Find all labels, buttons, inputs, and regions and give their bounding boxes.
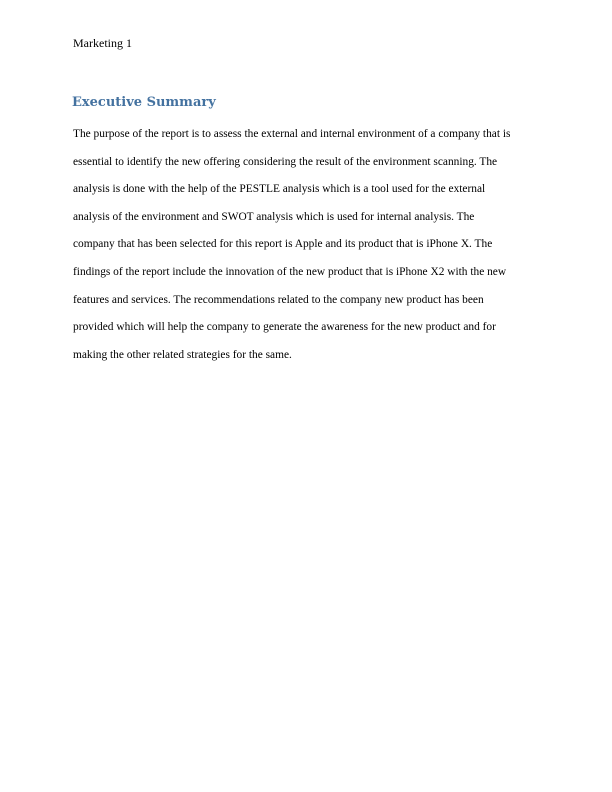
paragraph-line: findings of the report include the innovation of the new product that is iPhone X2 with the new (73, 265, 507, 278)
paragraph-line: making the other related strategies for the same. (73, 348, 292, 361)
running-header: Marketing 1 (73, 36, 132, 50)
paragraph-line: features and services. The recommendations related to the company new product has been (73, 293, 484, 306)
paragraph-line: essential to identify the new offering considering the result of the environment scanning. The (73, 155, 498, 168)
paragraph-line: provided which will help the company to generate the awareness for the new product and for (73, 321, 496, 334)
executive-summary-paragraph (73, 123, 553, 371)
paragraph-line: analysis of the environment and SWOT analysis which is used for internal analysis. The (73, 210, 475, 223)
paragraph-line: company that has been selected for this report is Apple and its product that is iPhone X. The (73, 238, 493, 251)
paragraph-line: analysis is done with the help of the PESTLE analysis which is a tool used for the external (73, 183, 486, 196)
paragraph-line: The purpose of the report is to assess the external and internal environment of a company that is (73, 128, 511, 140)
section-heading: Executive Summary (72, 95, 216, 110)
